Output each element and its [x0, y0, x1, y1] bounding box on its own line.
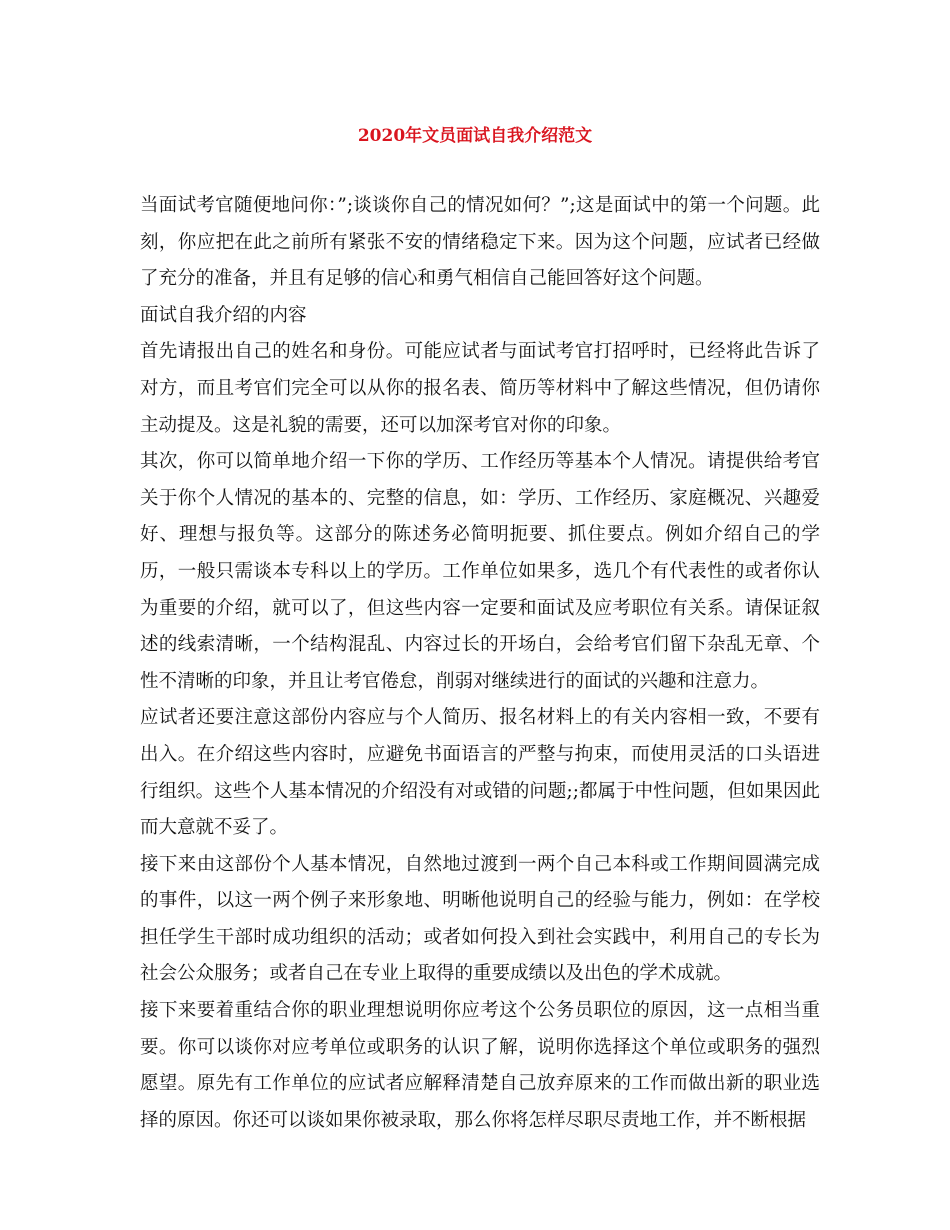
section-heading: 面试自我介绍的内容	[140, 304, 307, 326]
paragraph-consistency: 应试者还要注意这部份内容应与个人简历、报名材料上的有关内容相一致，不要有出入。在介绍这些内容时，应避免书面语言的严整与拘束，而使用灵活的口头语进行组织。这些个人基本情况的介绍没有对或错的问题;;都属于中性问题，但如果因此而大意就不妥了。	[140, 707, 820, 839]
document-title: 2020年文员面试自我介绍范文	[357, 126, 593, 146]
paragraph-examples: 接下来由这部份个人基本情况，自然地过渡到一两个自己本科或工作期间圆满完成的事件，以这一两个例子来形象地、明晰他说明自己的经验与能力，例如：在学校担任学生干部时成功组织的活动；或者如何投入到社会实践中，利用自己的专长为社会公众服务；或者自己在专业上取得的重要成绩以及出色的学术成就。	[140, 853, 820, 985]
paragraph-background: 其次，你可以简单地介绍一下你的学历、工作经历等基本个人情况。请提供给考官关于你个人情况的基本的、完整的信息，如：学历、工作经历、家庭概况、兴趣爱好、理想与报负等。这部分的陈述务必简明扼要、抓住要点。例如介绍自己的学历，一般只需谈本专科以上的学历。工作单位如果多，选几个有代表性的或者你认为重要的介绍，就可以了，但这些内容一定要和面试及应考职位有关系。请保证叙述的线索清晰，一个结构混乱、内容过长的开场白，会给考官们留下杂乱无章、个性不清晰的印象，并且让考官倦怠，削弱对继续进行的面试的兴趣和注意力。	[140, 451, 820, 692]
paragraph-name-identity: 首先请报出自己的姓名和身份。可能应试者与面试考官打招呼时，已经将此告诉了对方，而且考官们完全可以从你的报名表、简历等材料中了解这些情况，但仍请你主动提及。这是礼貌的需要，还可以加深考官对你的印象。	[140, 341, 820, 436]
paragraph-motivation: 接下来要着重结合你的职业理想说明你应考这个公务员职位的原因，这一点相当重要。你可以谈你对应考单位或职务的认识了解，说明你选择这个单位或职务的强烈愿望。原先有工作单位的应试者应解释清楚自己放弃原来的工作而做出新的职业选择的原因。你还可以谈如果你被录取，那么你将怎样尽职尽责地工作，并不断根据	[140, 1000, 820, 1131]
paragraph-intro: 当面试考官随便地问你：”;谈谈你自己的情况如何？”;这是面试中的第一个问题。此刻，你应把在此之前所有紧张不安的情绪稳定下来。因为这个问题，应试者已经做了充分的准备，并且有足够的信心和勇气相信自己能回答好这个问题。	[140, 195, 820, 290]
document-body	[140, 188, 820, 1139]
